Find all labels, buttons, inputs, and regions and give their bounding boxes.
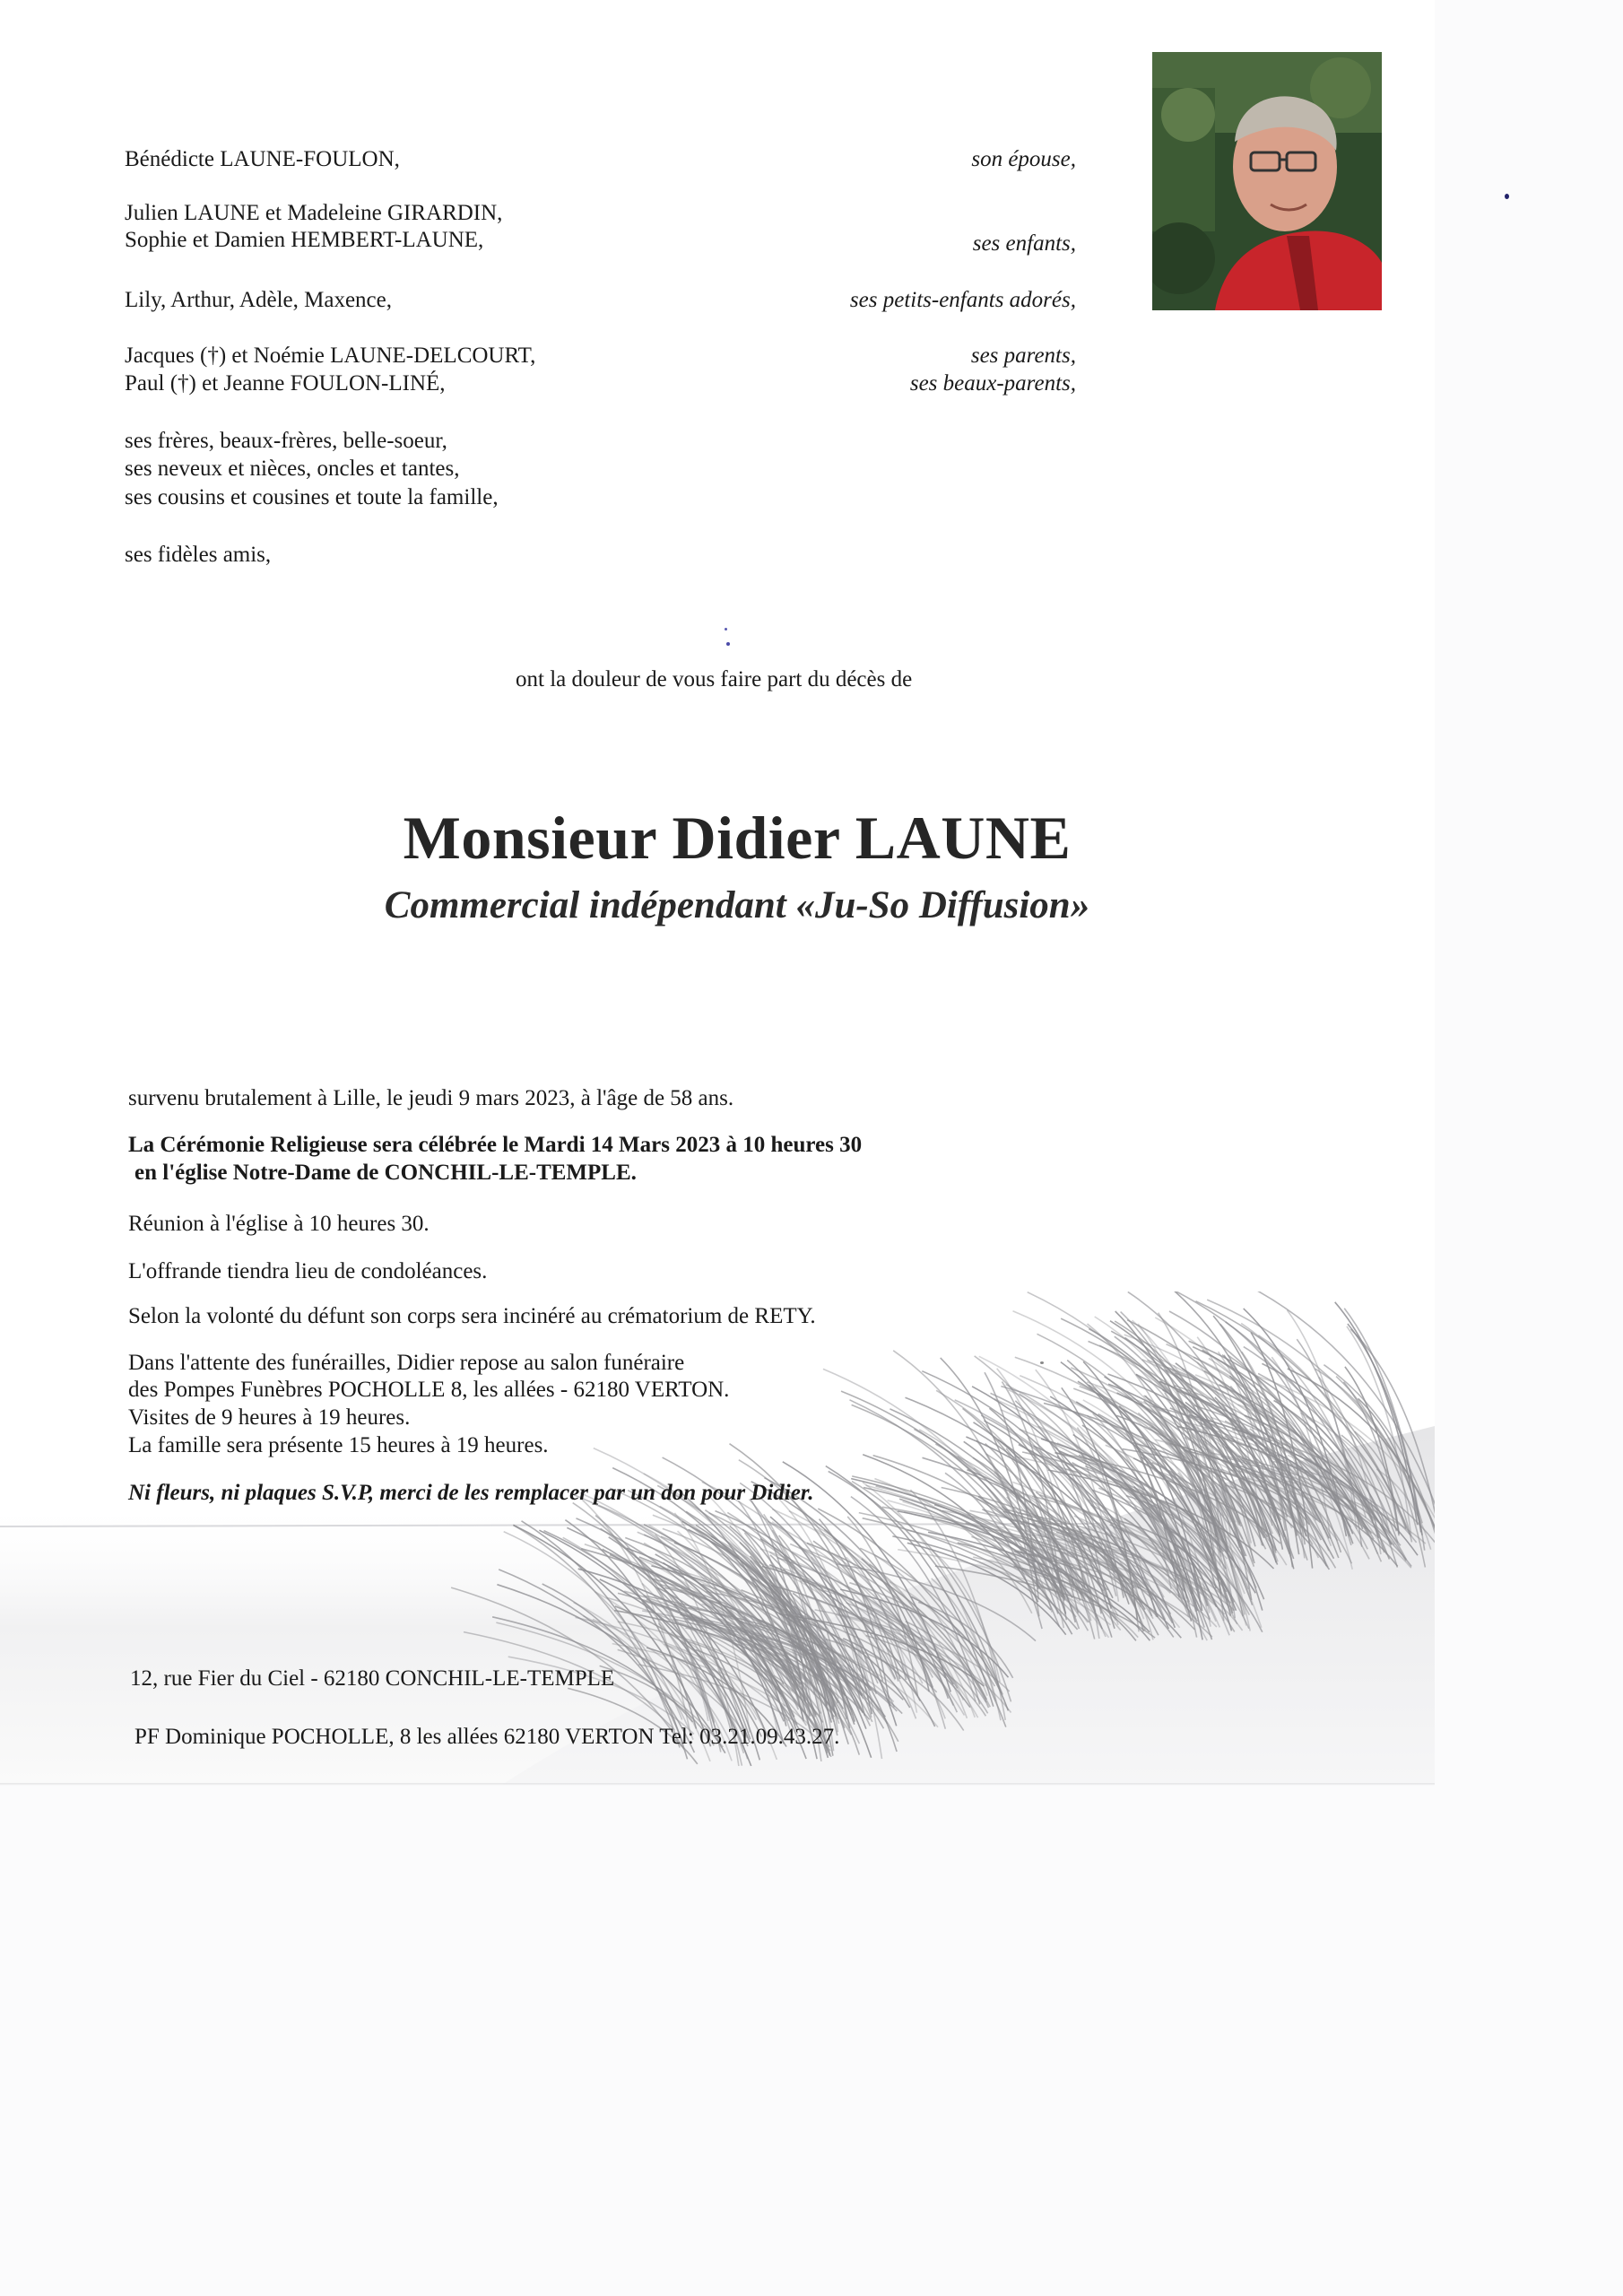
repose-line-3: Visites de 9 heures à 19 heures. [128, 1405, 411, 1430]
scan-speck [726, 642, 730, 646]
in-laws-names: Paul (†) et Jeanne FOULON-LINÉ, [125, 371, 446, 396]
friends-line: ses fidèles amis, [125, 543, 272, 567]
announcement-text: ont la douleur de vous faire part du décès de [516, 667, 913, 691]
repose-line-2: des Pompes Funèbres POCHOLLE 8, les allées - 62180 VERTON. [128, 1378, 730, 1402]
deceased-name: Monsieur Didier LAUNE [403, 804, 1072, 872]
cremation-info: Selon la volonté du défunt son corps sera incinéré au crématorium de RETY. [128, 1304, 816, 1328]
grandchildren-relation: ses petits-enfants adorés, [849, 288, 1076, 312]
family-address: 12, rue Fier du Ciel - 62180 CONCHIL-LE-TEMPLE [130, 1666, 615, 1691]
grandchildren-names: Lily, Arthur, Adèle, Maxence, [125, 288, 392, 312]
in-laws-relation: ses beaux-parents, [909, 371, 1076, 396]
relatives-line-1: ses frères, beaux-frères, belle-soeur, [125, 429, 447, 453]
ceremony-line-1: La Cérémonie Religieuse sera célébrée le Mardi 14 Mars 2023 à 10 heures 30 [128, 1133, 863, 1157]
scan-speck [725, 628, 727, 631]
spouse-name: Bénédicte LAUNE-FOULON, [125, 147, 400, 171]
deceased-occupation: Commercial indépendant «Ju-So Diffusion» [384, 884, 1090, 926]
relatives-line-2: ses neveux et nièces, oncles et tantes, [125, 457, 460, 481]
portrait-photo [1152, 52, 1382, 310]
parents-relation: ses parents, [970, 344, 1076, 368]
death-info: survenu brutalement à Lille, le jeudi 9 mars 2023, à l'âge de 58 ans. [128, 1086, 734, 1110]
scan-speck [1505, 194, 1509, 199]
parents-names: Jacques (†) et Noémie LAUNE-DELCOURT, [125, 344, 536, 368]
funeral-home-info: PF Dominique POCHOLLE, 8 les allées 62180 VERTON Tel: 03.21.09.43.27. [135, 1725, 840, 1749]
offering-info: L'offrande tiendra lieu de condoléances. [128, 1259, 488, 1283]
meeting-info: Réunion à l'église à 10 heures 30. [128, 1212, 430, 1236]
child-name-1: Julien LAUNE et Madeleine GIRARDIN, [125, 201, 503, 225]
ceremony-line-2: en l'église Notre-Dame de CONCHIL-LE-TEMPLE. [135, 1161, 637, 1185]
repose-line-1: Dans l'attente des funérailles, Didier repose au salon funéraire [128, 1351, 685, 1375]
sheet-edge [0, 1783, 1435, 1786]
flowers-notice: Ni fleurs, ni plaques S.V.P, merci de les remplacer par un don pour Didier. [128, 1481, 814, 1505]
relatives-line-3: ses cousins et cousines et toute la famille, [125, 485, 499, 509]
child-name-2: Sophie et Damien HEMBERT-LAUNE, [125, 228, 484, 252]
children-relation: ses enfants, [972, 231, 1076, 256]
spouse-relation: son épouse, [971, 147, 1076, 171]
scan-speck [1040, 1361, 1044, 1364]
repose-line-4: La famille sera présente 15 heures à 19 heures. [128, 1433, 549, 1457]
